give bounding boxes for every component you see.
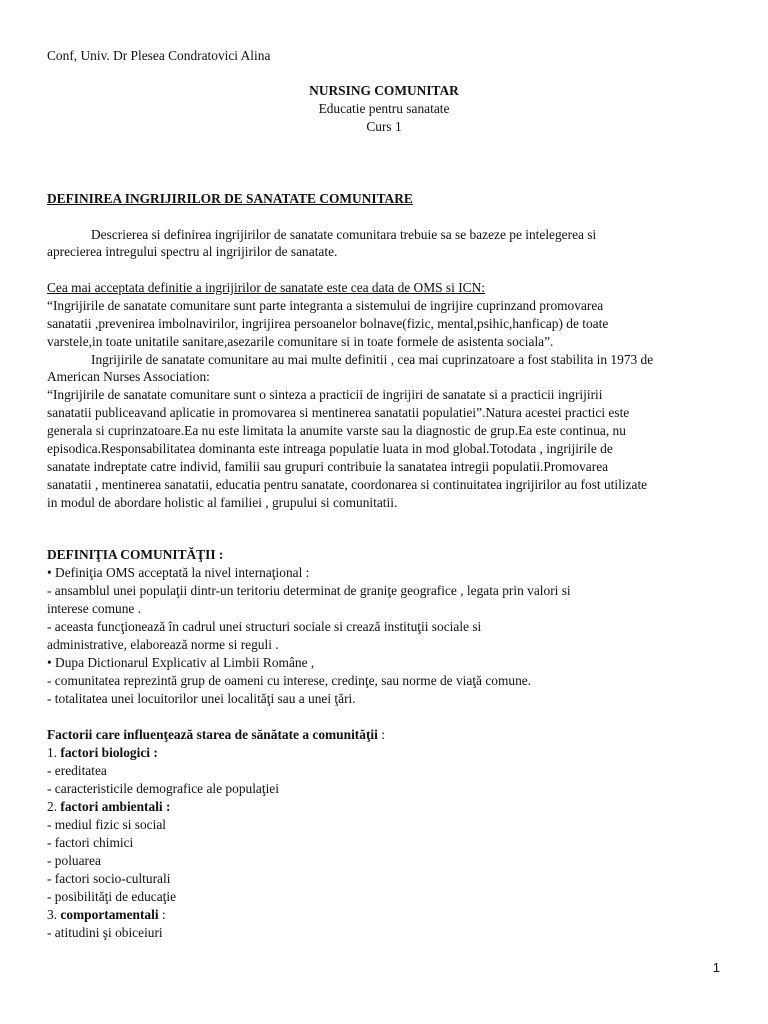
- factor-item: - posibilităţi de educaţie: [47, 889, 177, 904]
- body-line: “Ingrijirile de sanatate comunitare sunt parte integranta a sistemului de ingrijire cuprinzand promovarea: [47, 298, 604, 313]
- factors-heading-text: Factorii care influenţează starea de sănătate a comunităţii: [47, 727, 378, 742]
- factor-item: - poluarea: [47, 853, 101, 868]
- factor-number: 1.: [47, 745, 61, 760]
- body-line: sanatatii publiceavand aplicatie in promovarea si mentinerea sanatatii populatiei”.Natura acestei practici este: [47, 405, 630, 420]
- community-line: - totalitatea unei locuitorilor unei localităţi sau a unei ţări.: [47, 691, 356, 706]
- factor-item: - factori chimici: [47, 835, 134, 850]
- body-line: “Ingrijirile de sanatate comunitare sunt o sinteza a practicii de ingrijiri de sanatate si a practicii ingrijirii: [47, 387, 603, 402]
- factor-item: - factori socio-culturali: [47, 871, 171, 886]
- page-number: 1: [712, 960, 720, 975]
- factor-suffix: :: [158, 907, 166, 922]
- factor-environmental: [47, 798, 170, 816]
- document-title: NURSING COMUNITAR: [309, 83, 459, 98]
- factor-item: - atitudini şi obiceiuri: [47, 925, 163, 940]
- factor-item: - ereditatea: [47, 763, 107, 778]
- body-line: Ingrijirile de sanatate comunitare au mai multe definitii , cea mai cuprinzatoare a fost stabilita in 1973 de: [91, 352, 654, 367]
- community-line: • Definiţia OMS acceptată la nivel internaţional :: [47, 565, 310, 580]
- factor-label: factori biologici :: [60, 745, 158, 760]
- community-line: • Dupa Dictionarul Explicativ al Limbii Române ,: [47, 655, 315, 670]
- body-line: varstele,in toate unitatile sanitare,asezarile comunitare si in toate formele de asistenta sociala”.: [47, 334, 554, 349]
- document-subtitle: Educatie pentru sanatate: [318, 101, 450, 116]
- factor-item: - caracteristicile demografice ale populaţiei: [47, 781, 279, 796]
- body-line: in modul de abordare holistic al familiei , grupului si comunitatii.: [47, 495, 398, 510]
- body-line: generala si cuprinzatoare.Ea nu este limitata la anumite varste sau la diagnostic de grup.Ea este continua, nu: [47, 423, 626, 438]
- section-heading-definition: DEFINIREA INGRIJIRILOR DE SANATATE COMUNITARE: [47, 191, 413, 206]
- intro-line: Descrierea si definirea ingrijirilor de sanatate comunitara trebuie sa se bazeze pe intelegerea si: [91, 227, 597, 242]
- community-line: administrative, elaborează norme si reguli .: [47, 637, 279, 652]
- body-line: sanatatii , mentinerea sanatatii, educatia pentru sanatate, coordonarea si continuitatea ingrijirilor au fost utilizate: [47, 477, 648, 492]
- intro-line: aprecierea intregului spectru al ingrijirilor de sanatate.: [47, 244, 338, 259]
- factor-number: 3.: [47, 907, 61, 922]
- factor-label: factori ambientali :: [60, 799, 171, 814]
- section-heading-community: DEFINIŢIA COMUNITĂŢII :: [47, 547, 224, 562]
- body-line: sanatate indreptate catre individ, familii sau grupuri contribuie la sanatatea intregii populatii.Promovarea: [47, 459, 609, 474]
- course-label: Curs 1: [366, 119, 402, 134]
- community-line: - ansamblul unei populaţii dintr-un teritoriu determinat de graniţe geografice , legata prin valori si: [47, 583, 571, 598]
- factor-item: - mediul fizic si social: [47, 817, 166, 832]
- body-line: American Nurses Association:: [47, 369, 210, 384]
- factor-biological: [47, 744, 158, 762]
- body-line: sanatatii ,prevenirea imbolnavirilor, ingrijirea persoanelor bolnave(fizic, mental,psihic,hanficap) de toate: [47, 316, 609, 331]
- community-line: - aceasta funcţionează în cadrul unei structuri sociale si crează instituţii sociale si: [47, 619, 482, 634]
- factor-number: 2.: [47, 799, 61, 814]
- factors-heading-suffix: :: [377, 727, 385, 742]
- body-line: episodica.Responsabilitatea dominanta este intreaga populatie luata in mod global.Totodata , ingrijirile de: [47, 441, 613, 456]
- community-line: - comunitatea reprezintă grup de oameni cu interese, credinţe, sau norme de viaţă comune.: [47, 673, 532, 688]
- accepted-definition-line: Cea mai acceptata definitie a ingrijirilor de sanatate este cea data de OMS si ICN:: [47, 280, 485, 295]
- author-line: Conf, Univ. Dr Plesea Condratovici Alina: [47, 48, 271, 63]
- factors-heading: [47, 726, 385, 744]
- factor-label: comportamentali: [60, 907, 159, 922]
- factor-behavioral: [47, 906, 166, 924]
- community-line: interese comune .: [47, 601, 142, 616]
